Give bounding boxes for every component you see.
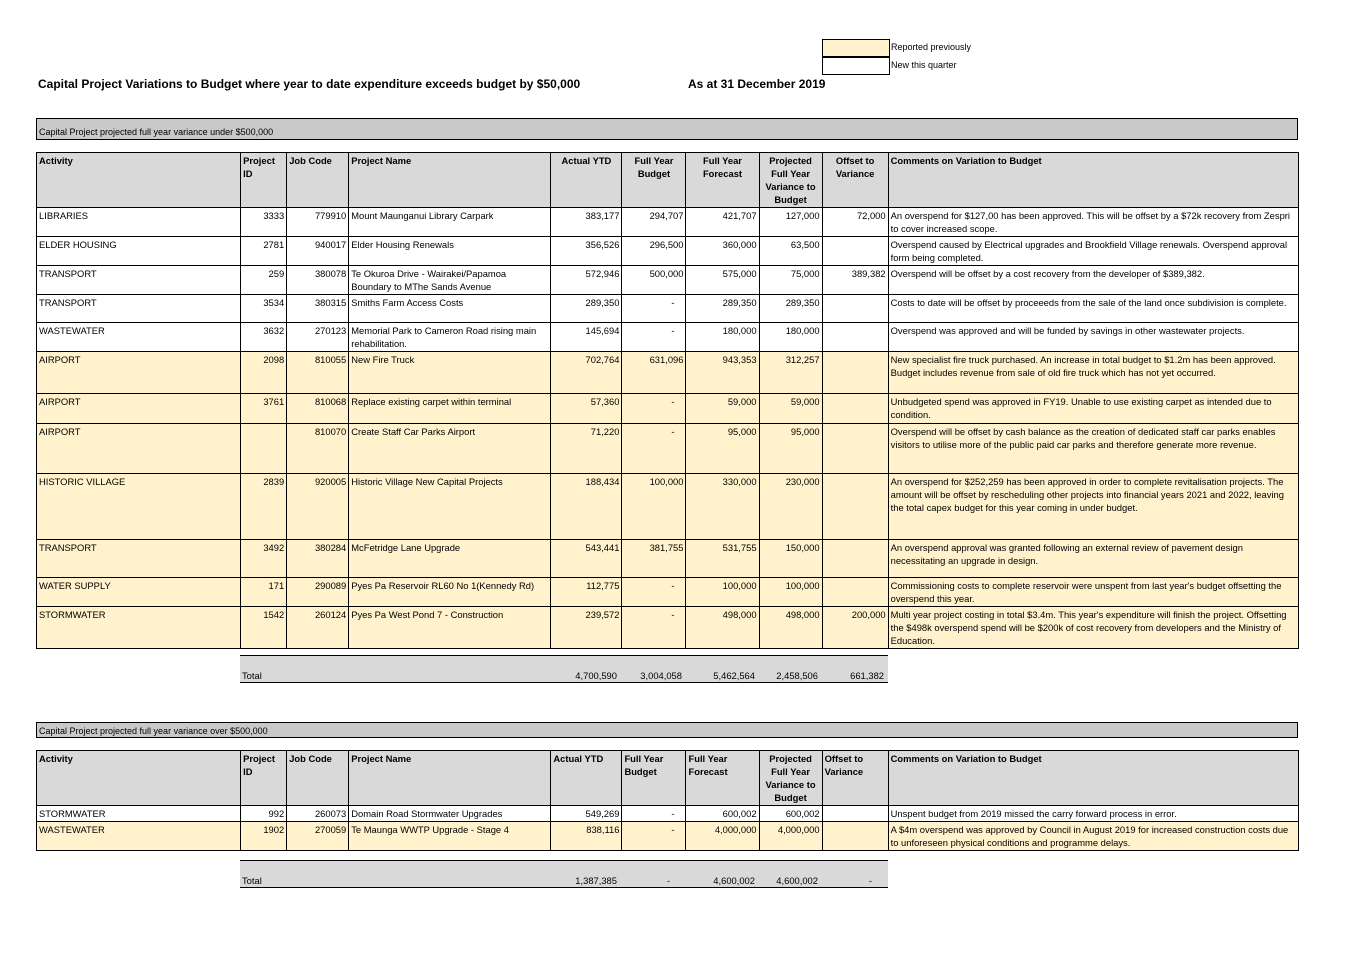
cell-offset [822,394,888,424]
col-header-actual-ytd: Actual YTD [551,153,622,208]
cell-forecast: 531,755 [686,540,759,578]
col-header-project-id: Project ID [241,153,287,208]
col-header-offset: Offset to Variance [822,153,888,208]
cell-comments: A $4m overspend was approved by Council in August 2019 for increased construction costs due to unforeseen physical conditions and programme delays. [888,822,1298,851]
cell-project-id: 3492 [241,540,287,578]
cell-actual-ytd: 145,694 [551,323,622,352]
cell-comments: Commissioning costs to complete reservoir were unspent from last year's budget offsetting the overspend this year. [888,578,1298,607]
legend-swatch-new [822,57,890,75]
cell-project-id: 1902 [241,822,287,851]
cell-budget: 296,500 [622,237,686,266]
cell-activity: TRANSPORT [37,266,241,295]
page-title: Capital Project Variations to Budget where year to date expenditure exceeds budget by $50,000 [38,77,581,91]
cell-job-code: 940017 [287,237,349,266]
cell-job-code: 270123 [287,323,349,352]
cell-project-id [241,424,287,474]
cell-activity: HISTORIC VILLAGE [37,474,241,540]
cell-activity: STORMWATER [37,607,241,649]
cell-offset [822,474,888,540]
cell-forecast: 498,000 [686,607,759,649]
cell-actual-ytd: 572,946 [551,266,622,295]
total-budget: 3,004,058 [640,670,682,681]
cell-comments: Overspend caused by Electrical upgrades and Brookfield Village renewals. Overspend approval form being completed. [888,237,1298,266]
cell-budget: 381,755 [622,540,686,578]
legend-label-new: New this quarter [891,60,957,70]
cell-project-id: 992 [241,806,287,822]
table-row [37,822,1299,851]
col-header-project-id: Project ID [241,751,287,806]
cell-project-name: Elder Housing Renewals [349,237,551,266]
cell-activity: AIRPORT [37,424,241,474]
total-forecast: 5,462,564 [713,670,755,681]
total-actual-ytd: 4,700,590 [575,670,617,681]
cell-budget: - [622,424,686,474]
cell-budget: - [622,394,686,424]
cell-actual-ytd: 71,220 [551,424,622,474]
table-row [37,394,1299,424]
cell-job-code: 810070 [287,424,349,474]
cell-project-name: McFetridge Lane Upgrade [349,540,551,578]
cell-activity: TRANSPORT [37,540,241,578]
table-row [37,578,1299,607]
cell-variance: 4,000,000 [759,822,822,851]
cell-budget: - [622,323,686,352]
cell-actual-ytd: 838,116 [551,822,622,851]
cell-forecast: 59,000 [686,394,759,424]
legend-swatch-reported [822,39,890,57]
cell-actual-ytd: 383,177 [551,208,622,237]
cell-variance: 150,000 [759,540,822,578]
cell-activity: ELDER HOUSING [37,237,241,266]
total-offset: - [868,875,872,886]
cell-variance: 100,000 [759,578,822,607]
total-forecast: 4,600,002 [713,875,755,886]
cell-project-name: Domain Road Stormwater Upgrades [349,806,551,822]
cell-comments: New specialist fire truck purchased. An increase in total budget to $1.2m has been approved. Budget includes revenue from sale of old fire truck which has not yet occurred. [888,352,1298,394]
cell-budget: - [622,578,686,607]
cell-actual-ytd: 289,350 [551,295,622,323]
table-row [37,806,1299,822]
cell-budget: - [622,806,686,822]
cell-project-name: Replace existing carpet within terminal [349,394,551,424]
col-header-activity: Activity [37,153,241,208]
cell-variance: 59,000 [759,394,822,424]
col-header-activity: Activity [37,751,241,806]
table-row [37,323,1299,352]
col-header-budget: Full Year Budget [622,153,686,208]
cell-project-id: 3632 [241,323,287,352]
col-header-comments: Comments on Variation to Budget [888,153,1298,208]
section1-header-row [37,153,1299,208]
cell-project-id: 171 [241,578,287,607]
table-row [37,208,1299,237]
total-offset: 661,382 [850,670,884,681]
cell-activity: WASTEWATER [37,323,241,352]
cell-variance: 600,002 [759,806,822,822]
table-row [37,540,1299,578]
table-row [37,424,1299,474]
cell-forecast: 4,000,000 [686,822,759,851]
col-header-variance: Projected Full Year Variance to Budget [759,153,822,208]
cell-budget: 100,000 [622,474,686,540]
cell-job-code: 810055 [287,352,349,394]
cell-project-name: Create Staff Car Parks Airport [349,424,551,474]
col-header-project-name: Project Name [349,153,551,208]
cell-actual-ytd: 188,434 [551,474,622,540]
cell-variance: 95,000 [759,424,822,474]
cell-job-code: 779910 [287,208,349,237]
table-row [37,474,1299,540]
cell-offset: 389,382 [822,266,888,295]
cell-activity: LIBRARIES [37,208,241,237]
cell-project-name: Memorial Park to Cameron Road rising main rehabilitation. [349,323,551,352]
cell-job-code: 380078 [287,266,349,295]
section2-band: Capital Project projected full year variance over $500,000 [36,722,1298,738]
cell-offset [822,540,888,578]
cell-forecast: 421,707 [686,208,759,237]
col-header-actual-ytd: Actual YTD [551,751,622,806]
cell-actual-ytd: 356,526 [551,237,622,266]
cell-forecast: 95,000 [686,424,759,474]
cell-project-id: 259 [241,266,287,295]
cell-job-code: 290089 [287,578,349,607]
cell-job-code: 920005 [287,474,349,540]
cell-forecast: 360,000 [686,237,759,266]
cell-offset [822,822,888,851]
cell-comments: Overspend will be offset by a cost recovery from the developer of $389,382. [888,266,1298,295]
cell-forecast: 575,000 [686,266,759,295]
table-row [37,295,1299,323]
table-row [37,352,1299,394]
cell-actual-ytd: 57,360 [551,394,622,424]
cell-forecast: 180,000 [686,323,759,352]
cell-comments: Costs to date will be offset by proceeeds from the sale of the land once subdivision is complete. [888,295,1298,323]
table-row [37,266,1299,295]
col-header-variance: Projected Full Year Variance to Budget [759,751,822,806]
total-budget: - [666,875,670,886]
cell-project-name: Historic Village New Capital Projects [349,474,551,540]
col-header-comments: Comments on Variation to Budget [888,751,1298,806]
cell-offset [822,424,888,474]
cell-variance: 289,350 [759,295,822,323]
cell-forecast: 330,000 [686,474,759,540]
cell-comments: An overspend for $127,00 has been approved. This will be offset by a $72k recovery from Zespri to cover increased scope. [888,208,1298,237]
cell-forecast: 289,350 [686,295,759,323]
section1-band: Capital Project projected full year variance under $500,000 [36,118,1298,140]
section1-total-row [240,655,888,683]
col-header-forecast: Full Year Forecast [686,751,759,806]
cell-budget: - [622,822,686,851]
cell-comments: Unbudgeted spend was approved in FY19. Unable to use existing carpet as intended due to condition. [888,394,1298,424]
cell-offset [822,578,888,607]
cell-job-code: 260124 [287,607,349,649]
cell-comments: Multi year project costing in total $3.4m. This year's expenditure will finish the project. Offsetting the $498k overspend spend will be $200k of cost recovery from developers and the Ministry of Education. [888,607,1298,649]
cell-project-name: Pyes Pa West Pond 7 - Construction [349,607,551,649]
cell-project-id: 2781 [241,237,287,266]
cell-forecast: 100,000 [686,578,759,607]
cell-activity: AIRPORT [37,352,241,394]
cell-variance: 230,000 [759,474,822,540]
cell-job-code: 810068 [287,394,349,424]
section1-table [36,152,1299,649]
cell-project-id: 2839 [241,474,287,540]
cell-actual-ytd: 239,572 [551,607,622,649]
cell-offset [822,237,888,266]
cell-activity: WASTEWATER [37,822,241,851]
col-header-job-code: Job Code [287,153,349,208]
col-header-forecast: Full Year Forecast [686,153,759,208]
cell-actual-ytd: 702,764 [551,352,622,394]
cell-project-id: 3761 [241,394,287,424]
cell-variance: 312,257 [759,352,822,394]
cell-project-name: Te Maunga WWTP Upgrade - Stage 4 [349,822,551,851]
cell-forecast: 600,002 [686,806,759,822]
cell-project-name: Te Okuroa Drive - Wairakei/Papamoa Boundary to MThe Sands Avenue [349,266,551,295]
cell-variance: 498,000 [759,607,822,649]
cell-budget: 631,096 [622,352,686,394]
cell-activity: STORMWATER [37,806,241,822]
table-row [37,237,1299,266]
cell-offset [822,806,888,822]
cell-variance: 75,000 [759,266,822,295]
legend-label-reported: Reported previously [891,42,972,52]
total-variance: 2,458,506 [776,670,818,681]
cell-activity: TRANSPORT [37,295,241,323]
cell-job-code: 380315 [287,295,349,323]
total-actual-ytd: 1,387,385 [575,875,617,886]
cell-comments: An overspend for $252,259 has been approved in order to complete revitalisation projects. The amount will be offset by rescheduling other projects into financial years 2021 and 2022, leaving the total capex budget for this year coming in under budget. [888,474,1298,540]
total-label: Total [242,875,262,886]
cell-job-code: 380284 [287,540,349,578]
cell-project-name: Pyes Pa Reservoir RL60 No 1(Kennedy Rd) [349,578,551,607]
col-header-project-name: Project Name [349,751,551,806]
cell-project-name: Smiths Farm Access Costs [349,295,551,323]
cell-variance: 63,500 [759,237,822,266]
cell-project-id: 3534 [241,295,287,323]
cell-budget: - [622,607,686,649]
col-header-offset: Offset to Variance [822,751,888,806]
cell-comments: Overspend was approved and will be funded by savings in other wastewater projects. [888,323,1298,352]
cell-comments: Overspend will be offset by cash balance as the creation of dedicated staff car parks enables visitors to utilise more of the public paid car parks and therefore generate more revenue. [888,424,1298,474]
section2-header-row [37,751,1299,806]
cell-project-id: 1542 [241,607,287,649]
cell-project-id: 3333 [241,208,287,237]
cell-job-code: 270059 [287,822,349,851]
cell-offset [822,352,888,394]
cell-actual-ytd: 112,775 [551,578,622,607]
total-variance: 4,600,002 [776,875,818,886]
cell-project-name: Mount Maunganui Library Carpark [349,208,551,237]
total-label: Total [242,670,262,681]
col-header-job-code: Job Code [287,751,349,806]
cell-offset [822,295,888,323]
section2-table [36,750,1299,851]
cell-comments: Unspent budget from 2019 missed the carry forward process in error. [888,806,1298,822]
as-at-date: As at 31 December 2019 [688,77,826,91]
col-header-budget: Full Year Budget [622,751,686,806]
cell-actual-ytd: 543,441 [551,540,622,578]
cell-forecast: 943,353 [686,352,759,394]
cell-offset: 200,000 [822,607,888,649]
cell-offset: 72,000 [822,208,888,237]
cell-project-name: New Fire Truck [349,352,551,394]
cell-comments: An overspend approval was granted following an external review of pavement design necessitating an upgrade in design. [888,540,1298,578]
table-row [37,607,1299,649]
cell-budget: - [622,295,686,323]
cell-variance: 127,000 [759,208,822,237]
cell-project-id: 2098 [241,352,287,394]
cell-budget: 500,000 [622,266,686,295]
cell-actual-ytd: 549,269 [551,806,622,822]
cell-offset [822,323,888,352]
section2-total-row [240,860,888,888]
cell-budget: 294,707 [622,208,686,237]
cell-activity: WATER SUPPLY [37,578,241,607]
cell-variance: 180,000 [759,323,822,352]
cell-job-code: 260073 [287,806,349,822]
cell-activity: AIRPORT [37,394,241,424]
